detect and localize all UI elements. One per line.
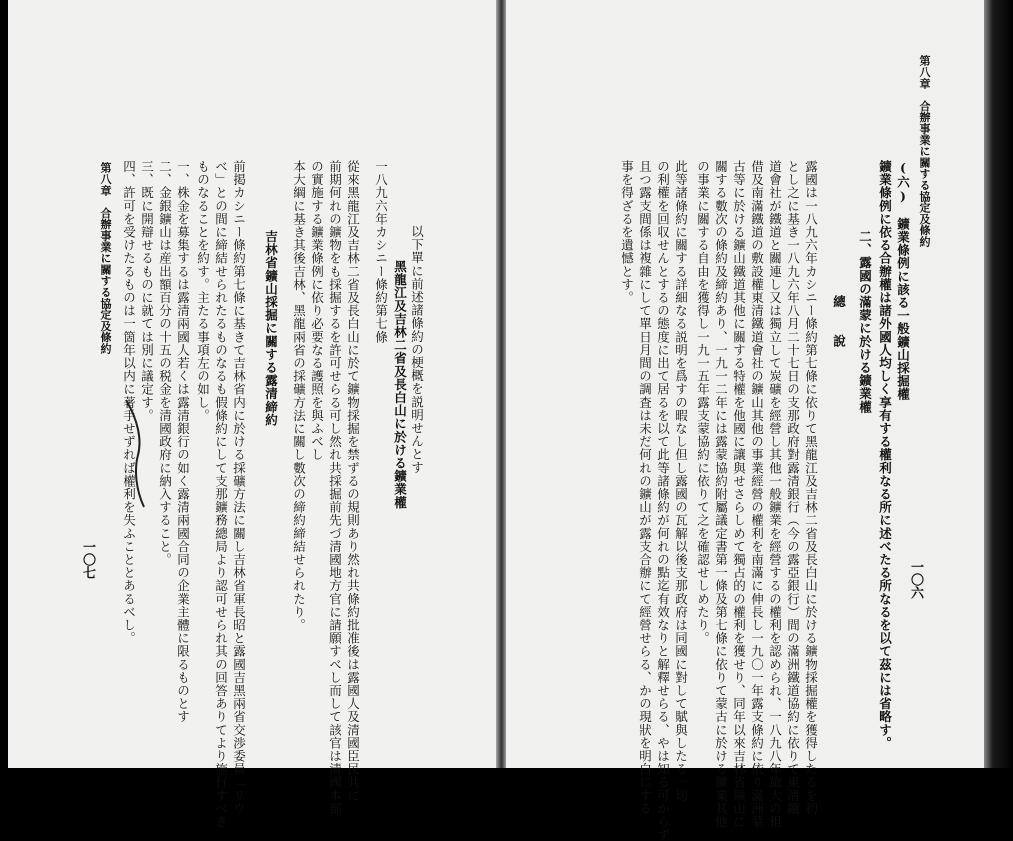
- left-line-9: 前掲カシニー條約第七條に基きて吉林省内に於ける採礦方法に關し吉林省軍長昭と露國吉黑兩省交渉委員「リウ: [231, 160, 247, 815]
- right-line-2: 鑛業條例に依る合辦權は諸外國人均しく享有する權利なる所に述べたる所なるを以て茲には省略す。: [877, 160, 893, 750]
- right-line-10: 關する數次の條約及締約あり、一九一二年には露蒙協約附屬議定書第一條及第七條に依りて蒙古に於ける鑛業其他: [713, 160, 729, 829]
- left-line-7: 本大綱に基き其後吉林、黑龍兩省の採礦方法に關し數次の締約締結せられたり。: [291, 160, 307, 632]
- handwritten-mark: [108, 395, 158, 515]
- page-edge: [984, 0, 1013, 768]
- left-line-3: 一八九六年カシニー條約第七條: [373, 160, 389, 344]
- right-line-12: 此等諸條約に關する詳細なる説明を爲すの暇なし但し露國の瓦解以後支那政府は同國に對して賦與したる一切: [673, 160, 689, 802]
- left-line-12: 一、株金を募集するは露清兩國人若くは露清銀行の如く露清兩國合同の企業主體に限るものとす: [175, 160, 191, 724]
- left-page: [8, 0, 496, 829]
- left-line-14: 三、既に開辯せるものに就ては別に議定す。: [139, 160, 155, 422]
- right-line-9: 古等に於ける鑛山鐵道其他に關する特權を他國に讓與せさらしめて獨占的の權利を獲せり、同年以來吉林省鑛山に: [731, 160, 747, 829]
- left-line-4: 從來黑龍江及吉林二省及長白山に於て鑛物採掘を禁ずるの規則あり然れ共條約批准後は露國人及清國臣民共に: [345, 160, 361, 802]
- page-number-left: 一〇七: [80, 540, 95, 579]
- right-line-3: 二、露國の滿蒙に於ける鑛業權: [857, 230, 873, 414]
- right-line-4: 總 說: [831, 295, 847, 348]
- right-line-7: 道會社が鐵道と關連し又は獨立して炭礦を經營し其他一般鑛業を經營するの權利を認められ、一八九八年旅大の租: [767, 160, 783, 829]
- right-line-11: の事業に關する自由を獲得し一九一五年露支蒙協約に依りて之を確認せしめたり。: [695, 160, 711, 645]
- left-line-13: 二、金銀鑛山は産出額百分の十五の税金を清國政府に納入すること。: [157, 160, 173, 567]
- left-line-11: ものなることを約す。主たる事項左の如し。: [195, 160, 211, 422]
- right-line-8: 借及南滿鐵道の敷設權東清鐵道會社の鑛山其他の事業經營の權利を南滿に伸長し一九〇一年露支條約に依り滿洲蒙: [749, 160, 765, 829]
- right-line-15: 事を得ざるを遺憾とす。: [619, 160, 635, 305]
- left-line-10: ベ」との間に締結せられたるものなるも假條約にして支那鑛務總局より認可せられ其の回答ありてより施行すべき: [213, 160, 229, 829]
- right-line-13: の利權を回収せんとするの態度に出て居るを以て此等諸條約が何れの點迄有效なりと解釋せらる、やは知る可からず: [655, 160, 671, 841]
- left-line-1: 以下單に前述諸條約の梗概を説明せんとす: [409, 225, 425, 474]
- right-line-14: 且つ露支間係は複雜にして單日月間の調査は未だ何れの鑛山が露支合辦にて經營せらる、かの現狀を明白にする: [637, 160, 653, 815]
- book-gutter: [496, 0, 506, 768]
- left-line-8: 吉林省鑛山採掘に關する露清締約: [263, 230, 279, 427]
- left-line-2: 黑龍江及吉林二省及長白山に於ける鑛業權: [392, 260, 408, 509]
- left-line-5: 前期何れの鑛物をも採掘するを許可せらる可し然れ共採掘前先づ清國地方官に請願すべし而して該官は清國本部: [327, 160, 343, 815]
- right-line-5: 露國は一八九六年カシニー條約第七條に依りて黑龍江及吉林二省及長白山に於ける鑛物採掘權を獲得したるを初: [803, 160, 819, 815]
- running-head-right: 第八章 合辦事業に關する協定及條約: [918, 55, 931, 248]
- running-head-left: 第八章 合辦事業に關する協定及條約: [99, 162, 112, 355]
- left-line-6: の實施する鑛業條例に依り必要なる護照を與ふべし: [309, 160, 325, 462]
- right-line-6: とし之に基き一八九六年八月二十七日の支那政府對露清銀行（今の露亞銀行）間の滿洲鐵道協約に依りて東清鐵: [785, 160, 801, 815]
- right-page: [506, 0, 984, 841]
- left-line-15: 四、許可を受けたるものは一箇年以内に著手せずれば權利を失ふこととあるべし。: [121, 160, 137, 645]
- page-number-right: 一〇六: [908, 560, 923, 599]
- right-line-1: (六) 鑛業條例に該る一般鑛山採掘權: [895, 160, 911, 401]
